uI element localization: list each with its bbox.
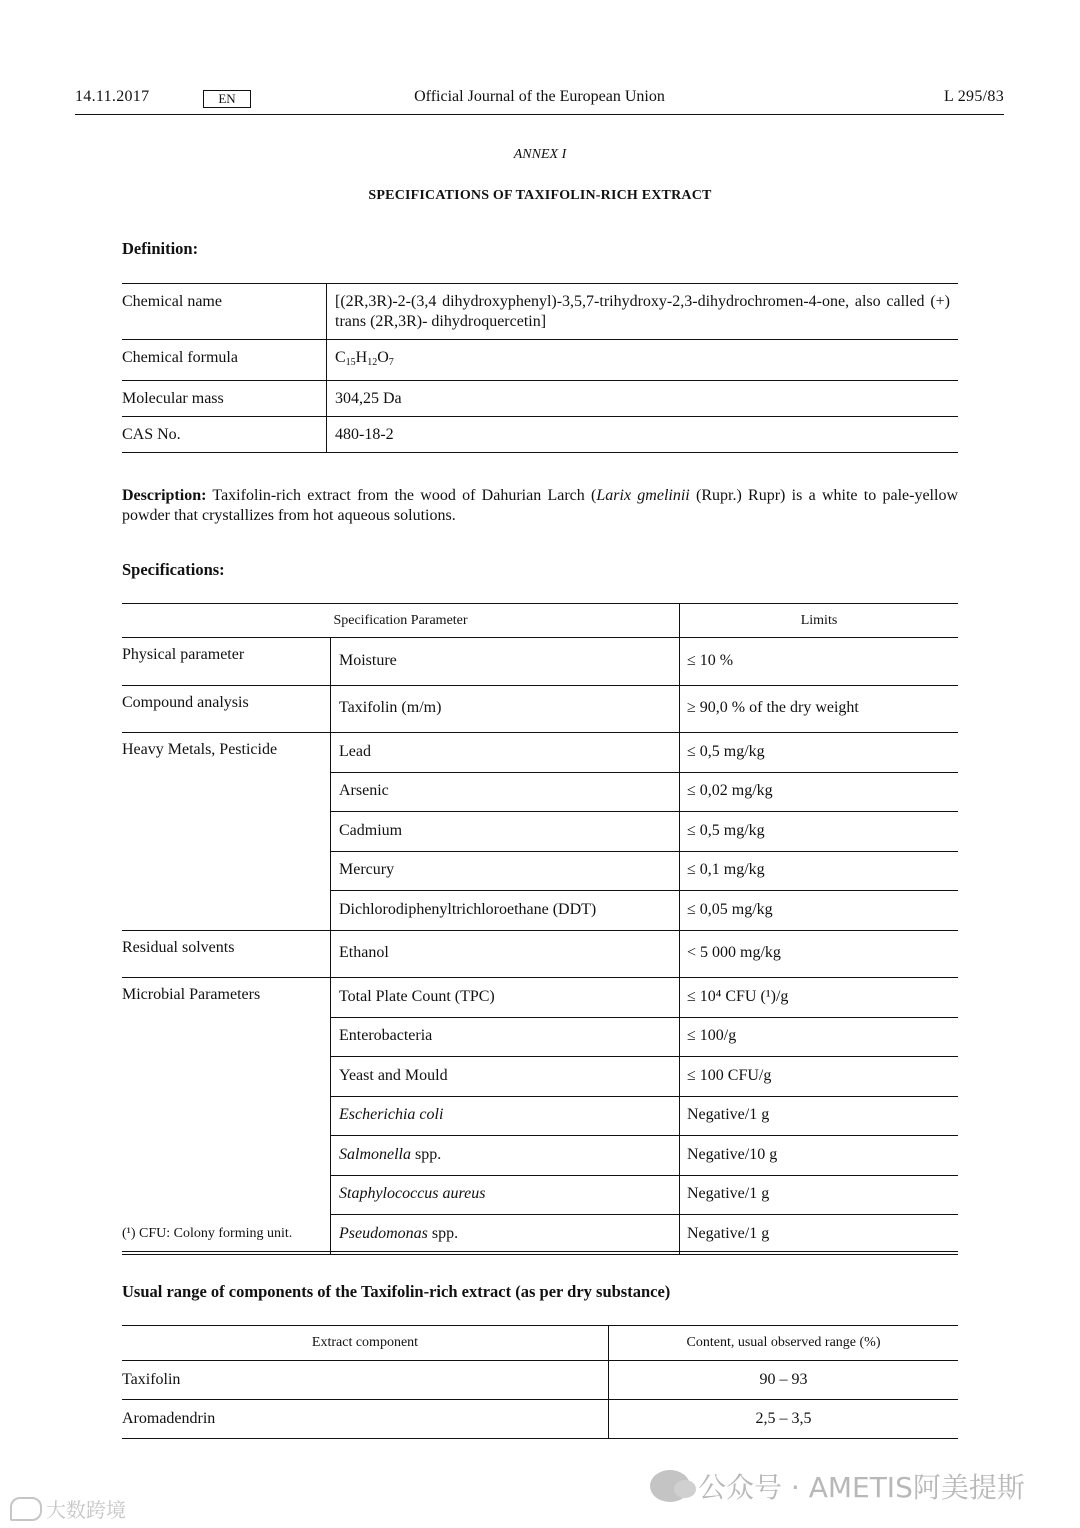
document-title: SPECIFICATIONS OF TAXIFOLIN-RICH EXTRACT bbox=[368, 188, 712, 203]
parameter-cell: Mercury bbox=[331, 851, 680, 891]
parameter-cell: Escherichia coli bbox=[331, 1096, 680, 1136]
parameter-cell: Ethanol bbox=[331, 930, 680, 978]
limit-cell: ≤ 0,02 mg/kg bbox=[680, 772, 959, 812]
parameter-cell: Lead bbox=[331, 733, 680, 773]
page-header bbox=[75, 88, 1004, 110]
row-label: Chemical name bbox=[122, 284, 327, 340]
parameter-cell: Cadmium bbox=[331, 812, 680, 852]
footnote: (¹) CFU: Colony forming unit. bbox=[122, 1226, 958, 1252]
limit-cell: ≥ 90,0 % of the dry weight bbox=[680, 685, 959, 733]
specifications-heading: Specifications: bbox=[122, 560, 225, 579]
table-row bbox=[122, 340, 958, 381]
range-cell: 90 – 93 bbox=[759, 1371, 808, 1388]
table-row bbox=[122, 1400, 958, 1439]
journal-title: Official Journal of the European Union bbox=[414, 88, 665, 105]
range-cell: 2,5 – 3,5 bbox=[609, 1400, 959, 1439]
wechat-icon bbox=[650, 1470, 690, 1502]
parameter-group: Microbial Parameters bbox=[122, 978, 331, 1255]
table-row bbox=[122, 1361, 958, 1400]
limit-cell: ≤ 0,1 mg/kg bbox=[680, 851, 959, 891]
parameter-group: Residual solvents bbox=[122, 930, 331, 978]
parameter-cell: Pseudomonas spp. bbox=[331, 1215, 680, 1255]
row-label: Molecular mass bbox=[122, 381, 327, 417]
limit-cell: ≤ 0,05 mg/kg bbox=[680, 891, 959, 931]
usual-range-heading: Usual range of components of the Taxifolin-rich extract (as per dry substance) bbox=[122, 1282, 671, 1301]
description-paragraph: Description: Taxifolin-rich extract from the wood of Dahurian Larch (Larix gmelinii (Rupr.) Rupr) is a white to pale-yellow powder that crystallizes from hot aqueous solutions. bbox=[122, 487, 958, 524]
parameter-cell: Taxifolin (m/m) bbox=[331, 685, 680, 733]
cas-number-value: 480-18-2 bbox=[327, 417, 959, 453]
row-label: CAS No. bbox=[122, 417, 327, 453]
wechat-watermark-text: 公众号 · AMETIS阿美提斯 bbox=[698, 1471, 1025, 1504]
weibo-watermark bbox=[10, 1494, 126, 1523]
parameter-cell: Total Plate Count (TPC) bbox=[331, 978, 680, 1018]
limit-cell: Negative/1 g bbox=[680, 1096, 959, 1136]
chemical-name-value: [(2R,3R)-2-(3,4 dihydroxyphenyl)-3,5,7-trihydroxy-2,3-dihydrochromen-4-one, also called (+) trans (2R,3R)- dihydroquercetin] bbox=[335, 293, 950, 330]
specifications-table bbox=[122, 603, 958, 1255]
publication-date: 14.11.2017 bbox=[75, 88, 150, 105]
component-cell: Aromadendrin bbox=[122, 1400, 609, 1439]
header-divider bbox=[75, 114, 1004, 115]
limit-cell: ≤ 0,5 mg/kg bbox=[680, 812, 959, 852]
parameter-cell: Moisture bbox=[331, 638, 680, 686]
parameter-group: Heavy Metals, Pesticide bbox=[122, 733, 331, 931]
table-row bbox=[122, 733, 958, 773]
limit-cell: Negative/1 g bbox=[680, 1215, 959, 1255]
weibo-watermark-text: 大数跨境 bbox=[46, 1498, 126, 1522]
parameter-group: Compound analysis bbox=[122, 685, 331, 733]
table-row bbox=[122, 284, 958, 340]
limit-cell: ≤ 100 CFU/g bbox=[680, 1057, 959, 1097]
column-header-content: Content, usual observed range (%) bbox=[609, 1326, 959, 1361]
component-cell: Taxifolin bbox=[122, 1361, 609, 1400]
page-reference: L 295/83 bbox=[943, 88, 1004, 105]
table-row bbox=[122, 417, 958, 453]
language-badge: EN bbox=[203, 90, 251, 108]
table-row bbox=[122, 381, 958, 417]
column-header-component: Extract component bbox=[122, 1326, 609, 1361]
definition-heading: Definition: bbox=[122, 239, 199, 258]
table-row bbox=[122, 685, 958, 733]
limit-cell: ≤ 10⁴ CFU (¹)/g bbox=[680, 978, 959, 1018]
limit-cell: < 5 000 mg/kg bbox=[680, 930, 959, 978]
table-row bbox=[122, 978, 958, 1018]
limit-cell: Negative/10 g bbox=[680, 1136, 959, 1176]
table-row bbox=[122, 638, 958, 686]
limit-cell: ≤ 10 % bbox=[680, 638, 959, 686]
parameter-cell: Yeast and Mould bbox=[331, 1057, 680, 1097]
limit-cell: ≤ 0,5 mg/kg bbox=[680, 733, 959, 773]
usual-range-table bbox=[122, 1325, 958, 1439]
chemical-formula-value: $C_{15}H_{12}O_7$ bbox=[327, 340, 959, 381]
annex-label: ANNEX I bbox=[513, 147, 567, 162]
definition-table bbox=[122, 283, 958, 453]
column-header-limits: Limits bbox=[680, 604, 959, 638]
parameter-cell: Staphylococcus aureus bbox=[331, 1175, 680, 1215]
row-label: Chemical formula bbox=[122, 340, 327, 381]
molecular-mass-value: 304,25 Da bbox=[327, 381, 959, 417]
column-header-parameter: Specification Parameter bbox=[122, 604, 680, 638]
table-row bbox=[122, 930, 958, 978]
parameter-group: Physical parameter bbox=[122, 638, 331, 686]
limit-cell: ≤ 100/g bbox=[680, 1017, 959, 1057]
parameter-cell: Enterobacteria bbox=[331, 1017, 680, 1057]
parameter-cell: Salmonella spp. bbox=[331, 1136, 680, 1176]
parameter-cell: Dichlorodiphenyltrichloroethane (DDT) bbox=[331, 891, 680, 931]
limit-cell: Negative/1 g bbox=[680, 1175, 959, 1215]
parameter-cell: Arsenic bbox=[331, 772, 680, 812]
weibo-icon bbox=[10, 1497, 42, 1521]
wechat-watermark bbox=[650, 1466, 1025, 1506]
